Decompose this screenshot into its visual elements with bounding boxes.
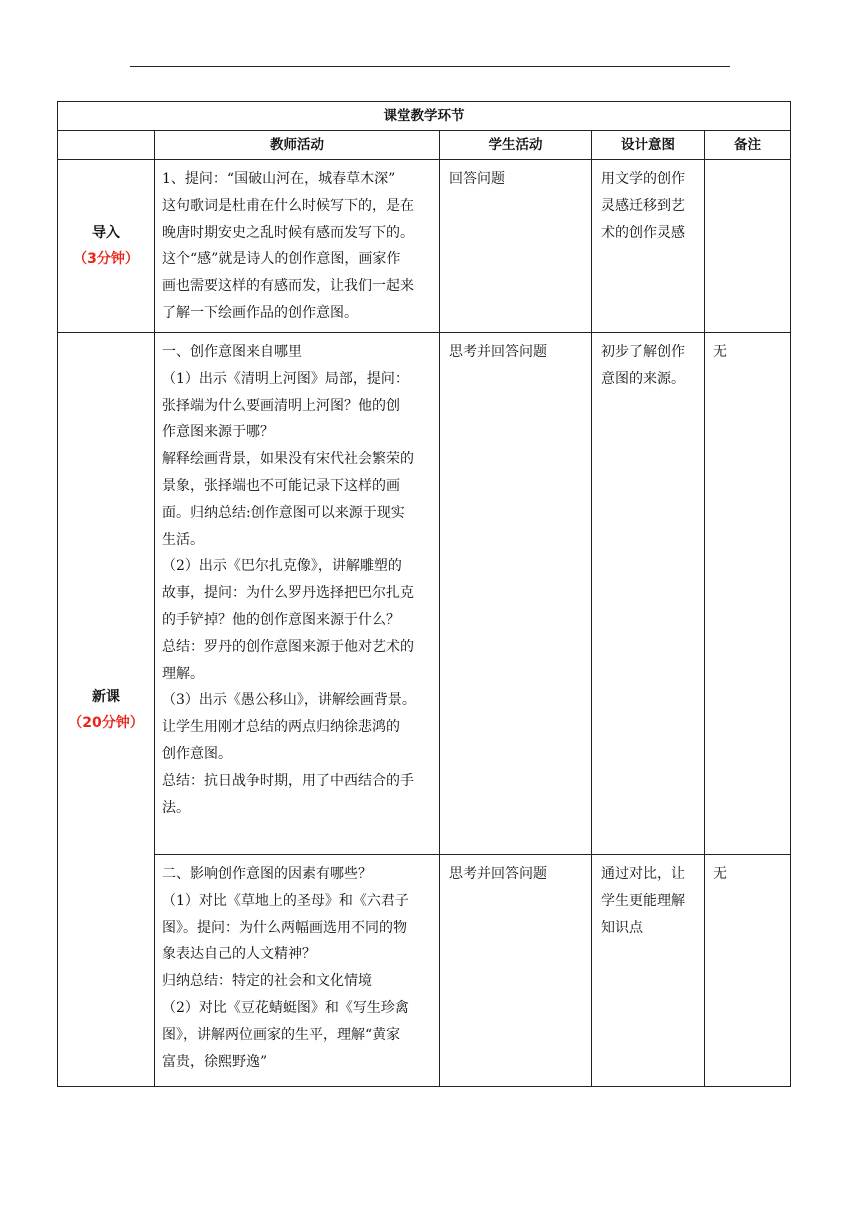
text-line: 画也需要这样的有感而发，让我们一起来 bbox=[162, 278, 414, 295]
text-line: 术的创作灵感 bbox=[601, 224, 685, 241]
text-line: 创作意图。 bbox=[162, 745, 232, 762]
design-intent bbox=[592, 160, 705, 333]
text-line: 1、提问：“国破山河在，城春草木深” bbox=[162, 171, 396, 187]
text-line: 法。 bbox=[162, 799, 190, 816]
text-line: 富贵，徐熙野逸” bbox=[162, 1053, 268, 1070]
table-row bbox=[58, 855, 791, 1087]
header-student: 学生活动 bbox=[440, 131, 592, 160]
header-design: 设计意图 bbox=[592, 131, 705, 160]
teacher-activity bbox=[155, 160, 440, 333]
text-line: 景象，张择端也不可能记录下这样的画 bbox=[162, 477, 400, 494]
text-line: 理解。 bbox=[162, 665, 204, 682]
text-line: 图》，讲解两位画家的生平，理解“黄家 bbox=[162, 1026, 401, 1043]
text-line: 这句歌词是杜甫在什么时候写下的，是在 bbox=[162, 197, 414, 214]
text-line: （2）出示《巴尔扎克像》，讲解雕塑的 bbox=[162, 558, 402, 575]
text-line: 总结：罗丹的创作意图来源于他对艺术的 bbox=[162, 638, 414, 655]
title-row bbox=[58, 102, 791, 131]
design-intent bbox=[592, 333, 705, 855]
text-line: 通过对比，让 bbox=[601, 866, 685, 882]
text-line: 初步了解创作 bbox=[601, 344, 685, 360]
text-line: 面。归纳总结:创作意图可以来源于现实 bbox=[162, 504, 405, 521]
header-row bbox=[58, 131, 791, 160]
text-line: 了解一下绘画作品的创作意图。 bbox=[162, 304, 358, 321]
header-teacher: 教师活动 bbox=[155, 131, 440, 160]
header-note: 备注 bbox=[705, 131, 791, 160]
table-row bbox=[58, 333, 791, 855]
text-line: 一、创作意图来自哪里 bbox=[162, 344, 302, 360]
stage-name: 新课 bbox=[92, 688, 120, 705]
text-line: 解释绘画背景，如果没有宋代社会繁荣的 bbox=[162, 451, 414, 468]
text-line: 作意图来源于哪？ bbox=[162, 424, 274, 441]
text-line: 意图的来源。 bbox=[601, 370, 685, 387]
table-row bbox=[58, 160, 791, 333]
teacher-activity bbox=[155, 333, 440, 855]
design-intent bbox=[592, 855, 705, 1087]
teacher-activity bbox=[155, 855, 440, 1087]
section-title: 课堂教学环节 bbox=[58, 102, 791, 131]
text-line: 图》。提问：为什么两幅画选用不同的物 bbox=[162, 919, 407, 936]
stage-cell bbox=[58, 160, 155, 333]
stage-name: 导入 bbox=[92, 225, 120, 241]
text-line: 二、影响创作意图的因素有哪些？ bbox=[162, 866, 372, 882]
text-line: 学生更能理解 bbox=[601, 892, 685, 909]
text-line: 总结：抗日战争时期，用了中西结合的手 bbox=[162, 772, 414, 789]
text-line: 知识点 bbox=[601, 919, 643, 936]
stage-cell bbox=[58, 333, 155, 1087]
text-line: 让学生用刚才总结的两点归纳徐悲鸿的 bbox=[162, 719, 400, 736]
stage-duration: （20分钟） bbox=[68, 714, 144, 731]
text-line: （2）对比《豆花蜻蜓图》和《写生珍禽 bbox=[162, 999, 409, 1016]
student-activity: 回答问题 bbox=[440, 160, 592, 333]
text-line: 晚唐时期安史之乱时候有感而发写下的。 bbox=[162, 224, 414, 241]
text-line: 生活。 bbox=[162, 531, 204, 548]
student-activity: 思考并回答问题 bbox=[440, 855, 592, 1087]
text-line: 这个“感”就是诗人的创作意图，画家作 bbox=[162, 251, 401, 268]
text-line: 归纳总结：特定的社会和文化情境 bbox=[162, 973, 372, 990]
text-line: （1）对比《草地上的圣母》和《六君子 bbox=[162, 892, 409, 909]
text-line: 灵感迁移到艺 bbox=[601, 197, 685, 214]
text-line: 故事，提问：为什么罗丹选择把巴尔扎克 bbox=[162, 585, 414, 602]
student-activity: 思考并回答问题 bbox=[440, 333, 592, 855]
header-rule bbox=[130, 66, 730, 67]
stage-duration: （3分钟） bbox=[73, 251, 139, 267]
text-line: （1）出示《清明上河图》局部，提问： bbox=[162, 370, 409, 387]
note-cell: 无 bbox=[705, 333, 791, 855]
text-line: 象表达自己的人文精神？ bbox=[162, 946, 316, 963]
lesson-table bbox=[57, 101, 791, 1087]
note-cell: 无 bbox=[705, 855, 791, 1087]
note-cell bbox=[705, 160, 791, 333]
text-line: 张择端为什么要画清明上河图？他的创 bbox=[162, 397, 400, 414]
text-line: 用文学的创作 bbox=[601, 171, 685, 187]
text-line: （3）出示《愚公移山》，讲解绘画背景。 bbox=[162, 692, 416, 709]
header-blank bbox=[58, 131, 155, 160]
text-line: 的手铲掉？他的创作意图来源于什么？ bbox=[162, 611, 400, 628]
